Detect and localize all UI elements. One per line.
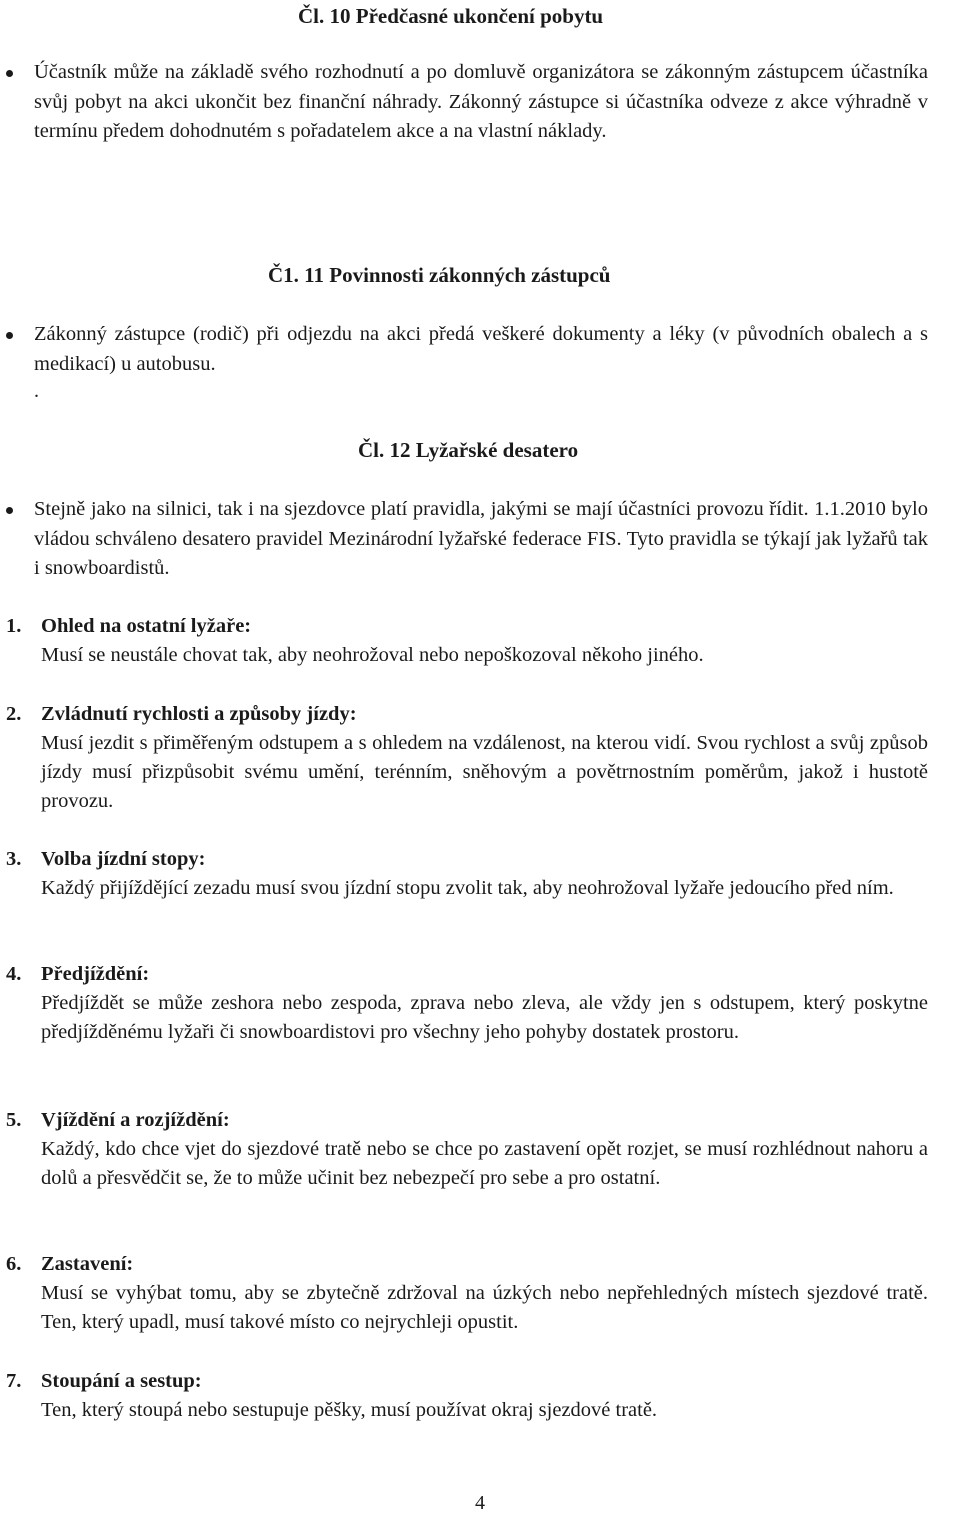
rule-title-text: Stoupání a sestup: [41, 1370, 202, 1392]
section-11-heading: Č1. 11 Povinnosti zákonných zástupců [268, 263, 611, 287]
rule-title-text: Zvládnutí rychlosti a způsoby jízdy: [41, 703, 357, 725]
rule-title [6, 700, 357, 729]
rule-title-text: Volba jízdní stopy: [41, 848, 206, 870]
rule-title-text: Zastavení: [41, 1253, 134, 1275]
rule-title-text: Předjíždění: [41, 963, 150, 985]
rule-title [6, 960, 149, 989]
rule-body: Musí jezdit s přiměřeným odstupem a s ohledem na vzdálenost, na kterou vidí. Svou rychlost a svůj způsob jízdy musí přizpůsobit svému umění, terénním, sněhovým a povětrnostním poměrům, jakož i hustotě provozu. [41, 732, 928, 812]
page-number: 4 [475, 1492, 485, 1514]
section-11-bullet [34, 320, 928, 379]
rule-title-text: Ohled na ostatní lyžaře: [41, 615, 252, 637]
rule-number: 1. [6, 615, 22, 637]
rule-number: 4. [6, 963, 22, 985]
rule-number: 3. [6, 848, 22, 870]
section-10-heading: Čl. 10 Předčasné ukončení pobytu [298, 4, 604, 28]
section-10-bullet [34, 58, 928, 147]
rule-title [6, 1250, 133, 1279]
rule-title [6, 1367, 202, 1396]
rule-number: 5. [6, 1109, 22, 1131]
rule-title-text: Vjíždění a rozjíždění: [41, 1109, 230, 1131]
rule-body: Předjíždět se může zeshora nebo zespoda, zprava nebo zleva, ale vždy jen s odstupem, který poskytne předjížděnému lyžaři či snowboardistovi pro všechny jeho pohyby dostatek prostoru. [41, 992, 928, 1043]
section-12-heading: Čl. 12 Lyžařské desatero [358, 438, 579, 462]
rule-number: 6. [6, 1253, 22, 1275]
section-12-text: Stejně jako na silnici, tak i na sjezdovce platí pravidla, jakými se mají účastníci provozu řídit. 1.1.2010 bylo vládou schváleno desatero pravidel Mezinárodní lyžařské federace FIS. Tyto pravidla se týkají jak lyžařů tak i snowboardistů. [34, 498, 928, 579]
rule-body: Každý přijíždějící zezadu musí svou jízdní stopu zvolit tak, aby neohrožoval lyžaře jedoucího před ním. [41, 877, 894, 899]
section-12-bullet [34, 495, 928, 584]
section-10-text: Účastník může na základě svého rozhodnutí a po domluvě organizátora se zákonným zástupcem účastníka svůj pobyt na akci ukončit bez finanční náhrady. Zákonný zástupce si účastníka odveze z akce výhradně v termínu předem dohodnutém s pořadatelem akce a na vlastní náklady. [34, 61, 928, 142]
rule-title [6, 612, 251, 641]
section-11-text: Zákonný zástupce (rodič) při odjezdu na akci předá veškeré dokumenty a léky (v původních obalech a s medikací) u autobusu. [34, 323, 928, 375]
rule-title [6, 1106, 230, 1135]
bullet-icon [6, 332, 13, 339]
rule-title [6, 845, 205, 874]
stray-dot: . [34, 380, 39, 402]
rule-number: 2. [6, 703, 22, 725]
rule-body: Každý, kdo chce vjet do sjezdové tratě nebo se chce po zastavení opět rozjet, se musí rozhlédnout nahoru a dolů a přesvědčit se, že to může učinit bez nebezpečí pro sebe a pro ostatní. [41, 1138, 928, 1189]
bullet-icon [6, 70, 13, 77]
rule-body: Musí se vyhýbat tomu, aby se zbytečně zdržoval na úzkých nebo nepřehledných místech sjezdové tratě. Ten, který upadl, musí takové místo co nejrychleji opustit. [41, 1282, 928, 1333]
bullet-icon [6, 507, 13, 514]
rule-body: Ten, který stoupá nebo sestupuje pěšky, musí používat okraj sjezdové tratě. [41, 1399, 658, 1421]
rule-body: Musí se neustále chovat tak, aby neohrožoval nebo nepoškozoval někoho jiného. [41, 644, 704, 666]
rule-number: 7. [6, 1370, 22, 1392]
